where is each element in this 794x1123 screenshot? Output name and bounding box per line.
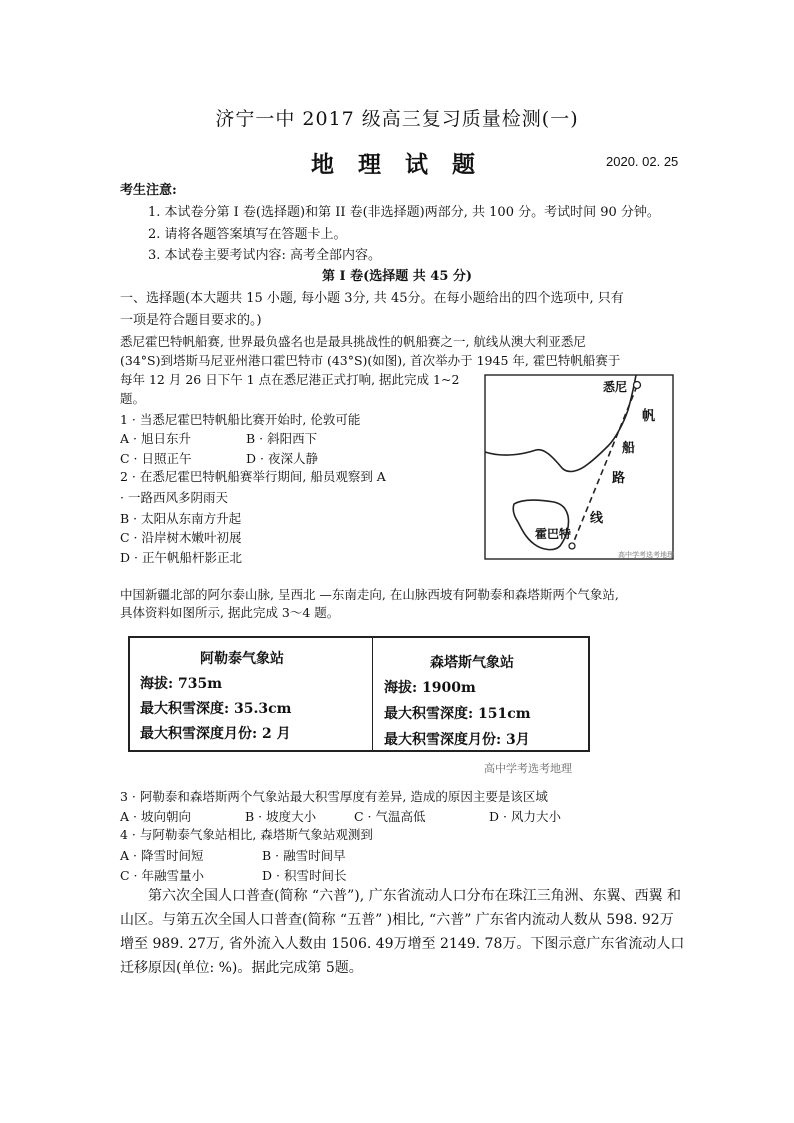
table-divider	[372, 638, 373, 750]
exam-title: 济宁一中 2017 级高三复习质量检测(一)	[215, 108, 579, 130]
section-intro: 一、选择题(本大题共 15 小题, 每小题 3分, 共 45分。在每小题给出的四个选项中, 只有	[120, 291, 624, 306]
station-name: 森塔斯气象站	[430, 655, 514, 671]
map-frame	[485, 375, 673, 559]
option-d[interactable]: D · 正午帆船杆影正北	[120, 550, 242, 565]
route-char: 帆	[642, 409, 656, 424]
option-d[interactable]: D · 风力大小	[489, 809, 561, 824]
option-c[interactable]: C · 年融雪量小	[120, 868, 204, 883]
section-intro: 一项是符合题目要求的。)	[120, 313, 262, 328]
option-b[interactable]: B · 坡度大小	[245, 809, 317, 824]
option-d[interactable]: D · 积雪时间长	[262, 868, 347, 883]
option-c[interactable]: C · 沿岸树木嫩叶初展	[120, 530, 242, 545]
section-heading: 第 I 卷(选择题 共 45 分)	[321, 269, 473, 284]
option-a[interactable]: A · 坡向朝向	[120, 809, 191, 824]
route-char: 线	[590, 511, 604, 526]
notice-item: 3. 本试卷主要考试内容: 高考全部内容。	[148, 248, 382, 263]
passage-line: 增至 989. 27万, 省外流入人数由 1506. 49万增至 2149. 78万。下图示意广东省流动人口	[120, 936, 685, 952]
station-name: 阿勒泰气象站	[200, 651, 284, 667]
station-max-depth: 最大积雪深度: 151cm	[384, 706, 531, 722]
question-stem: 3 · 阿勒泰和森塔斯两个气象站最大积雪厚度有差异, 造成的原因主要是该区域	[120, 789, 548, 804]
station-max-month: 最大积雪深度月份: 3月	[384, 732, 530, 748]
station-max-depth: 最大积雪深度: 35.3cm	[140, 701, 292, 717]
passage-line: (34°S)到塔斯马尼亚州港口霍巴特市 (43°S)(如图), 首次举办于 1945 年, 霍巴特帆船赛于	[120, 353, 621, 368]
notice-item: 1. 本试卷分第 I 卷(选择题)和第 II 卷(非选择题)两部分, 共 100 分。考试时间 90 分钟。	[148, 205, 660, 220]
sydney-label: 悉尼	[603, 380, 628, 394]
question-stem: 4 · 与阿勒泰气象站相比, 森塔斯气象站观测到	[120, 827, 373, 842]
passage-line: 具体资料如图所示, 据此完成 3～4 题。	[120, 605, 340, 620]
station-table	[128, 636, 590, 752]
option-c[interactable]: C · 日照正午	[120, 451, 192, 466]
option-a[interactable]: · 一路西风多阴雨天	[120, 490, 228, 505]
option-a[interactable]: A · 降雪时间短	[120, 848, 204, 863]
passage-line: 山区。与第五次全国人口普查(简称 “五普” )相比, “六普” 广东省内流动人数从 598. 92万	[120, 912, 674, 928]
table-watermark: 高中学考选考地理	[484, 763, 572, 775]
passage-line: 每年 12 月 26 日下午 1 点在悉尼港正式打响, 据此完成 1~2	[120, 372, 460, 387]
route-char: 船	[622, 441, 636, 456]
option-b[interactable]: B · 太阳从东南方升起	[120, 511, 242, 526]
option-a[interactable]: A · 旭日东升	[120, 431, 191, 446]
route-map	[484, 374, 674, 560]
station-max-month: 最大积雪深度月份: 2 月	[140, 726, 291, 742]
sydney-marker	[634, 382, 641, 389]
station-altitude: 海拔: 1900m	[384, 680, 476, 696]
notice-item: 2. 请将各题答案填写在答题卡上。	[148, 227, 347, 242]
exam-date: 2020. 02. 25	[606, 154, 679, 169]
passage-line: 题。	[120, 391, 146, 406]
route-char: 路	[612, 471, 626, 486]
hobart-label: 霍巴特	[535, 527, 572, 541]
hobart-marker	[569, 543, 575, 549]
passage-line: 悉尼霍巴特帆船赛, 世界最负盛名也是最具挑战性的帆船赛之一, 航线从澳大利亚悉尼	[120, 334, 586, 349]
exam-subject: 地 理 试 题	[310, 151, 484, 178]
option-c[interactable]: C · 气温高低	[354, 809, 426, 824]
option-d[interactable]: D · 夜深人静	[246, 451, 318, 466]
passage-line: 中国新疆北部的阿尔泰山脉, 呈西北 —东南走向, 在山脉西坡有阿勒泰和森塔斯两个气象站,	[120, 587, 619, 602]
station-altitude: 海拔: 735m	[140, 676, 223, 692]
map-watermark: 高中学考选考地理	[618, 552, 674, 559]
option-b[interactable]: B · 融雪时间早	[262, 848, 346, 863]
question-stem: 1 · 当悉尼霍巴特帆船比赛开始时, 伦敦可能	[120, 412, 361, 427]
option-b[interactable]: B · 斜阳西下	[246, 431, 318, 446]
question-stem: 2 · 在悉尼霍巴特帆船赛举行期间, 船员观察到 A	[120, 469, 386, 484]
notice-heading: 考生注意:	[120, 183, 177, 198]
passage-line: 迁移原因(单位: %)。据此完成第 5题。	[120, 960, 363, 976]
passage-line: 第六次全国人口普查(简称 “六普”), 广东省流动人口分布在珠江三角洲、东翼、西翼 和	[148, 888, 682, 904]
